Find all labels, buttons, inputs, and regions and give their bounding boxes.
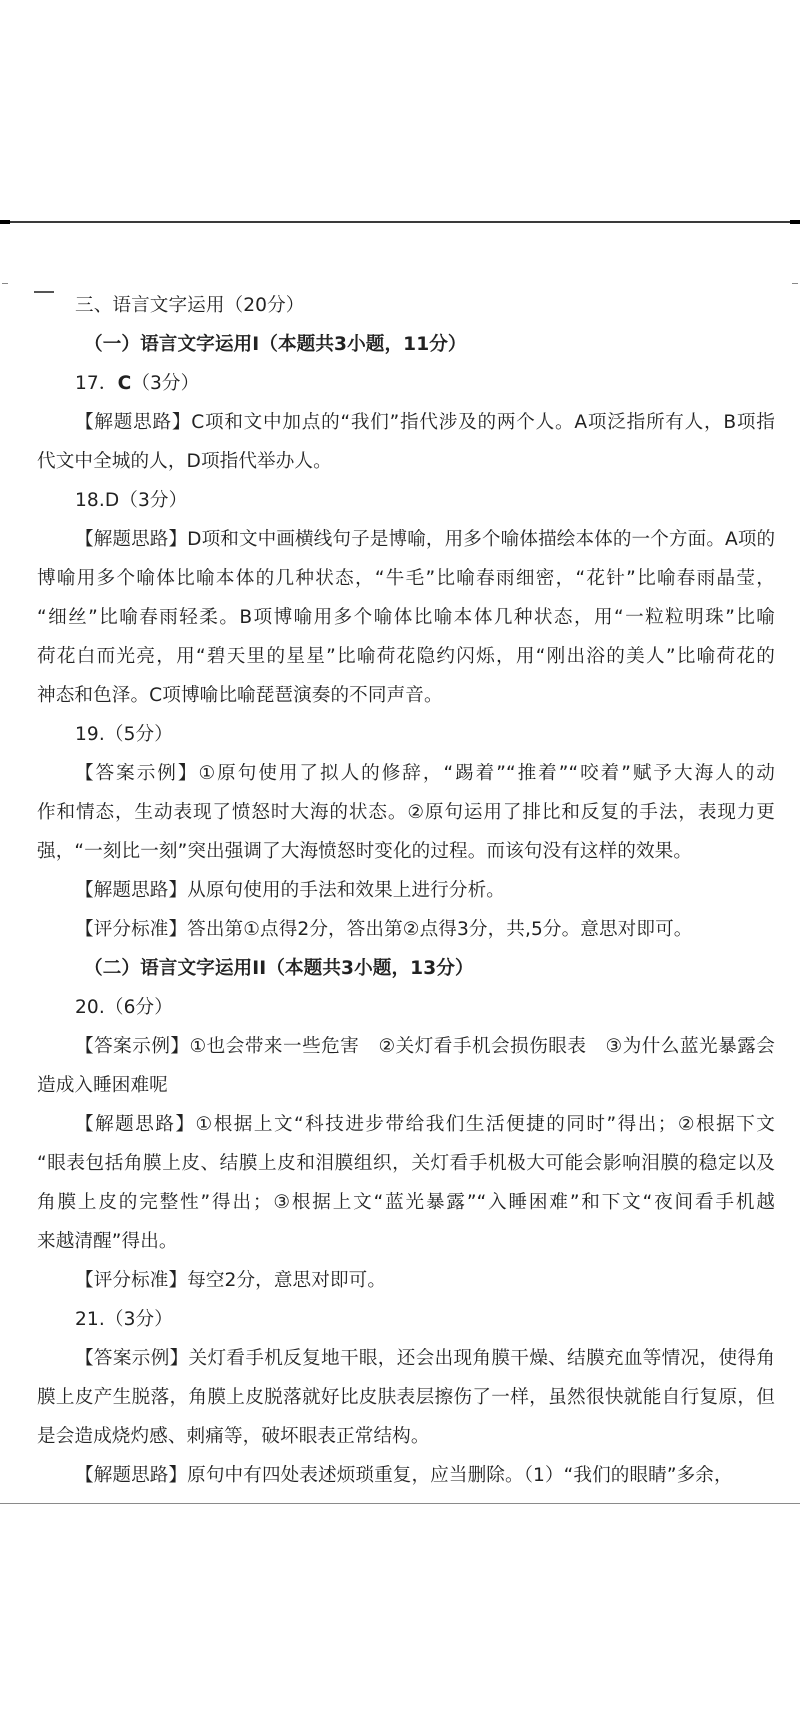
q18-analysis-line: 神态和色泽。C项博喻比喻琵琶演奏的不同声音。: [37, 685, 443, 706]
left-edge-tick: [2, 283, 8, 284]
q20-analysis-line: 来越清醒”得出。: [37, 1231, 178, 1252]
q20-example-line: 造成入睡困难呢: [37, 1075, 168, 1096]
q20-example-line: 【答案示例】①也会带来一些危害 ②关灯看手机会损伤眼表 ③为什么蓝光暴露会: [75, 1036, 775, 1057]
q18-analysis-line: 荷花白而光亮，用“碧天里的星星”比喻荷花隐约闪烁，用“刚出浴的美人”比喻荷花的: [37, 646, 775, 667]
top-divider-left-mark: [0, 220, 10, 224]
q20-analysis-line: “眼表包括角膜上皮、结膜上皮和泪膜组织，关灯看手机极大可能会影响泪膜的稳定以及: [37, 1153, 775, 1174]
q18-header: 18.D（3分）: [75, 490, 188, 511]
q17-points: （3分）: [131, 373, 200, 394]
q21-example-line: 【答案示例】关灯看手机反复地干眼，还会出现角膜干燥、结膜充血等情况，使得角: [75, 1348, 775, 1369]
part1-title: （一）语言文字运用I（本题共3小题，11分）: [84, 334, 467, 355]
right-edge-tick: [792, 283, 798, 284]
q20-grading: 【评分标准】每空2分，意思对即可。: [75, 1270, 387, 1291]
q17-number: 17．: [75, 373, 118, 394]
q21-example-line: 膜上皮产生脱落，角膜上皮脱落就好比皮肤表层擦伤了一样，虽然很快就能自行复原，但: [37, 1387, 775, 1408]
q19-header: 19.（5分）: [75, 724, 173, 745]
q20-header: 20.（6分）: [75, 997, 173, 1018]
bottom-divider: [0, 1503, 800, 1504]
q19-analysis: 【解题思路】从原句使用的手法和效果上进行分析。: [75, 880, 505, 901]
q18-analysis-line: “细丝”比喻春雨轻柔。B项博喻用多个喻体比喻本体几种状态，用“一粒粒明珠”比喻: [37, 607, 775, 628]
part2-title: （二）语言文字运用II（本题共3小题，13分）: [84, 958, 474, 979]
q17-answer: C: [117, 373, 132, 394]
top-divider-right-mark: [790, 220, 800, 224]
q18-analysis-line: 【解题思路】D项和文中画横线句子是博喻，用多个喻体描绘本体的一个方面。A项的: [75, 529, 776, 550]
q20-analysis-line: 【解题思路】①根据上文“科技进步带给我们生活便捷的同时”得出；②根据下文: [75, 1114, 775, 1135]
q19-example-line: 【答案示例】①原句使用了拟人的修辞，“踢着”“推着”“咬着”赋予大海人的动: [75, 763, 775, 784]
q19-example-line: 强，“一刻比一刻”突出强调了大海愤怒时变化的过程。而该句没有这样的效果。: [37, 841, 693, 862]
q21-analysis-line: 【解题思路】原句中有四处表述烦琐重复，应当删除。（1）“我们的眼睛”多余，: [75, 1465, 733, 1486]
q17-analysis-line: 【解题思路】C项和文中加点的“我们”指代涉及的两个人。A项泛指所有人，B项指: [75, 412, 775, 433]
section-heading: 三、语言文字运用（20分）: [75, 295, 305, 316]
q18-analysis-line: 博喻用多个喻体比喻本体的几种状态，“牛毛”比喻春雨细密，“花针”比喻春雨晶莹，: [37, 568, 775, 589]
q17-header: [37, 364, 775, 403]
q19-example-line: 作和情态，生动表现了愤怒时大海的状态。②原句运用了排比和反复的手法，表现力更: [37, 802, 775, 823]
document-body: [37, 286, 775, 1495]
top-divider: [0, 221, 800, 223]
q20-analysis-line: 角膜上皮的完整性”得出；③根据上文“蓝光暴露”“入睡困难”和下文“夜间看手机越: [37, 1192, 775, 1213]
q19-grading: 【评分标准】答出第①点得2分，答出第②点得3分，共,5分。意思对即可。: [75, 919, 693, 940]
q21-header: 21.（3分）: [75, 1309, 173, 1330]
q21-example-line: 是会造成烧灼感、刺痛等，破坏眼表正常结构。: [37, 1426, 430, 1447]
q17-analysis-line: 代文中全城的人，D项指代举办人。: [37, 451, 332, 472]
